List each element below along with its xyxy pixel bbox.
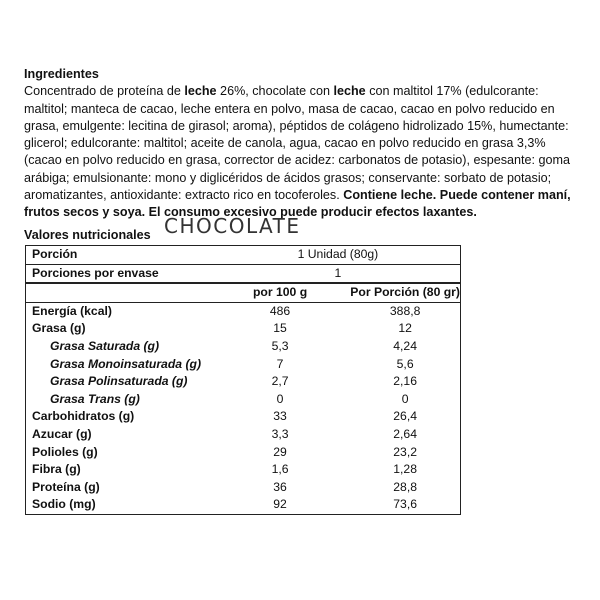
nutrient-label: Azucar (g) — [32, 426, 92, 441]
nutrient-value-per-100g: 5,3 — [271, 338, 289, 353]
nutrient-value-per-portion: 28,8 — [393, 479, 417, 494]
nutrient-value-per-portion: 73,6 — [393, 497, 417, 512]
nutrient-value-per-portion: 23,2 — [393, 444, 417, 459]
nutrient-row — [26, 320, 461, 338]
nutrient-row — [26, 302, 461, 320]
nutrient-row — [26, 461, 461, 479]
ingredients-segment: leche — [333, 84, 366, 99]
nutrient-value-per-100g: 3,3 — [271, 426, 289, 441]
flavor-title: CHOCOLATE — [164, 214, 301, 238]
nutrient-value-per-portion: 5,6 — [396, 356, 414, 371]
nutrient-value-per-100g: 486 — [269, 303, 291, 318]
nutrient-value-per-100g: 36 — [273, 479, 287, 494]
nutrient-value-per-100g: 33 — [273, 409, 287, 424]
nutrient-row — [26, 479, 461, 497]
nutrient-row — [26, 444, 461, 462]
nutrient-value-per-100g: 2,7 — [271, 374, 289, 389]
ingredients-section — [24, 66, 584, 222]
nutrient-label: Proteína (g) — [32, 479, 100, 494]
ingredients-segment: leche — [184, 84, 217, 99]
nutrient-label: Grasa Polinsaturada (g) — [50, 374, 188, 389]
nutrient-value-per-100g: 15 — [273, 321, 287, 336]
column-header-per-portion: Por Porción (80 gr) — [344, 283, 460, 302]
nutrient-value-per-portion: 0 — [401, 391, 409, 406]
portion-row — [26, 246, 461, 265]
portion-label: Porción — [26, 246, 210, 265]
nutrient-label: Grasa Monoinsaturada (g) — [50, 356, 202, 371]
column-header-blank — [26, 283, 210, 302]
nutrient-value-per-100g: 7 — [276, 356, 284, 371]
ingredients-text — [24, 84, 571, 219]
nutrient-value-per-portion: 388,8 — [389, 303, 421, 318]
nutrient-row — [26, 338, 461, 356]
nutrient-row — [26, 391, 461, 409]
nutrient-label: Grasa Saturada (g) — [50, 338, 160, 353]
nutrient-value-per-portion: 2,16 — [393, 374, 417, 389]
servings-value: 1 — [210, 264, 461, 283]
nutrient-label: Polioles (g) — [32, 444, 98, 459]
portion-value: 1 Unidad (80g) — [210, 246, 461, 265]
nutrient-row — [26, 496, 461, 514]
nutrition-label: Valores nutricionales — [24, 228, 151, 242]
ingredients-segment: con maltitol 17% (edulcorante: maltitol; manteca de cacao, leche entera en polvo, masa de cacao, cacao en polvo reducido en grasa, emulgente: lecitina de girasol; aroma), péptidos de colágeno hidrolizado 15%, humectante: glicerol; edulcorante: maltitol; aceite de canola, agua, cacao en polvo reducido en grasa 3,3% (cacao en polvo reducido en grasa, corrector de acidez: carbonatos de potasio), espesante: goma arábiga; emulsionante: mono y diglicéridos de ácidos grasos; conservante: sorbato de potasio; aromatizantes, antioxidante: extracto rico en tocoferoles. — [24, 84, 571, 203]
ingredients-heading: Ingredientes — [24, 67, 99, 81]
nutrient-value-per-portion: 12 — [398, 321, 412, 336]
nutrient-value-per-100g: 92 — [273, 497, 287, 512]
column-header-row — [26, 283, 461, 302]
nutrient-row — [26, 356, 461, 374]
nutrient-value-per-portion: 2,64 — [393, 426, 417, 441]
nutrient-row — [26, 373, 461, 391]
nutrient-label: Grasa Trans (g) — [50, 391, 140, 406]
nutrient-label: Grasa (g) — [32, 321, 86, 336]
nutrient-value-per-100g: 29 — [273, 444, 287, 459]
column-header-per-100g: por 100 g — [210, 283, 344, 302]
ingredients-segment: 26%, chocolate con — [216, 84, 334, 99]
servings-label: Porciones por envase — [26, 264, 210, 283]
servings-row — [26, 264, 461, 283]
nutrient-value-per-portion: 4,24 — [393, 338, 417, 353]
nutrient-label: Sodio (mg) — [32, 497, 96, 512]
ingredients-segment: Concentrado de proteína de — [24, 84, 185, 99]
nutrition-table — [25, 245, 461, 515]
nutrient-value-per-100g: 0 — [276, 391, 284, 406]
nutrient-label: Fibra (g) — [32, 462, 81, 477]
nutrient-value-per-100g: 1,6 — [271, 462, 289, 477]
nutrient-label: Energía (kcal) — [32, 303, 112, 318]
nutrient-label: Carbohidratos (g) — [32, 409, 135, 424]
nutrient-value-per-portion: 1,28 — [393, 462, 417, 477]
nutrient-row — [26, 408, 461, 426]
nutrient-row — [26, 426, 461, 444]
ingredients-segment: Contiene leche. Puede contener maní, frutos secos y soya. El consumo excesivo puede producir efectos laxantes. — [24, 188, 571, 220]
nutrient-value-per-portion: 26,4 — [393, 409, 417, 424]
